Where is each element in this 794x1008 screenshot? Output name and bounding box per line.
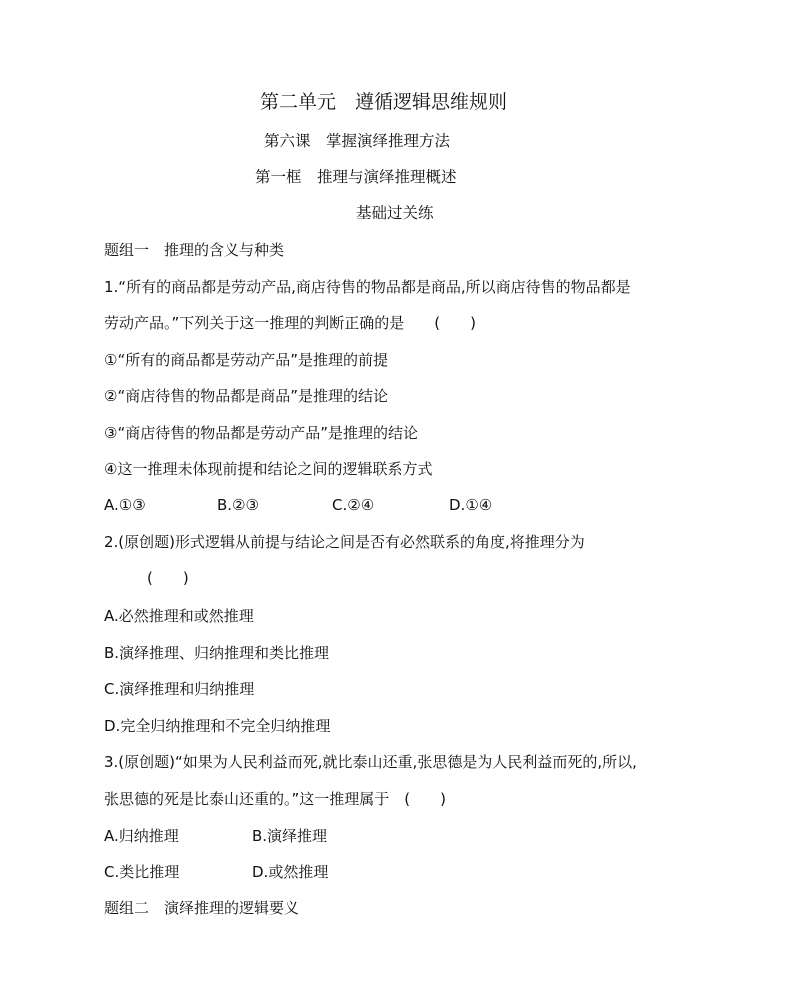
- q1-options: [104, 495, 604, 515]
- q3-option-a: A.归纳推理: [104, 827, 179, 845]
- q2-option-a: A.必然推理和或然推理: [104, 607, 254, 625]
- unit-title: 第二单元 遵循逻辑思维规则: [260, 91, 508, 113]
- q1-statement-1: ①“所有的商品都是劳动产品”是推理的前提: [104, 351, 388, 369]
- q3-option-d: D.或然推理: [252, 863, 329, 881]
- q3-option-c: C.类比推理: [104, 863, 180, 881]
- q1-stem-line2: 劳动产品。”下列关于这一推理的判断正确的是 ( ): [104, 314, 476, 332]
- q2-stem-line1: 2.(原创题)形式逻辑从前提与结论之间是否有必然联系的角度,将推理分为: [104, 533, 585, 551]
- q1-option-a: A.①③: [104, 496, 146, 514]
- section-title: 基础过关练: [356, 204, 434, 222]
- frame-title: 第一框 推理与演绎推理概述: [255, 168, 457, 186]
- q2-option-c: C.演绎推理和归纳推理: [104, 680, 255, 698]
- q3-options-row2: [104, 862, 404, 882]
- q3-stem-line2: 张思德的死是比泰山还重的。”这一推理属于 ( ): [104, 790, 446, 808]
- q1-option-b: B.②③: [217, 496, 259, 514]
- lesson-title: 第六课 掌握演绎推理方法: [264, 132, 451, 150]
- q3-stem-line1: 3.(原创题)“如果为人民利益而死,就比泰山还重,张思德是为人民利益而死的,所以,: [104, 753, 637, 771]
- group1-title: 题组一 推理的含义与种类: [104, 241, 285, 259]
- q1-stem-line1: 1.“所有的商品都是劳动产品,商店待售的物品都是商品,所以商店待售的物品都是: [104, 278, 631, 296]
- q1-option-c: C.②④: [332, 496, 375, 514]
- group2-title: 题组二 演绎推理的逻辑要义: [104, 899, 300, 917]
- q2-stem-line2: ( ): [147, 569, 189, 587]
- q1-option-d: D.①④: [449, 496, 493, 514]
- q1-statement-2: ②“商店待售的物品都是商品”是推理的结论: [104, 387, 388, 405]
- q3-options-row1: [104, 826, 404, 846]
- q2-option-b: B.演绎推理、归纳推理和类比推理: [104, 644, 330, 662]
- q3-option-b: B.演绎推理: [252, 827, 328, 845]
- q1-statement-3: ③“商店待售的物品都是劳动产品”是推理的结论: [104, 424, 418, 442]
- q1-statement-4: ④这一推理未体现前提和结论之间的逻辑联系方式: [104, 460, 433, 478]
- q2-option-d: D.完全归纳推理和不完全归纳推理: [104, 717, 331, 735]
